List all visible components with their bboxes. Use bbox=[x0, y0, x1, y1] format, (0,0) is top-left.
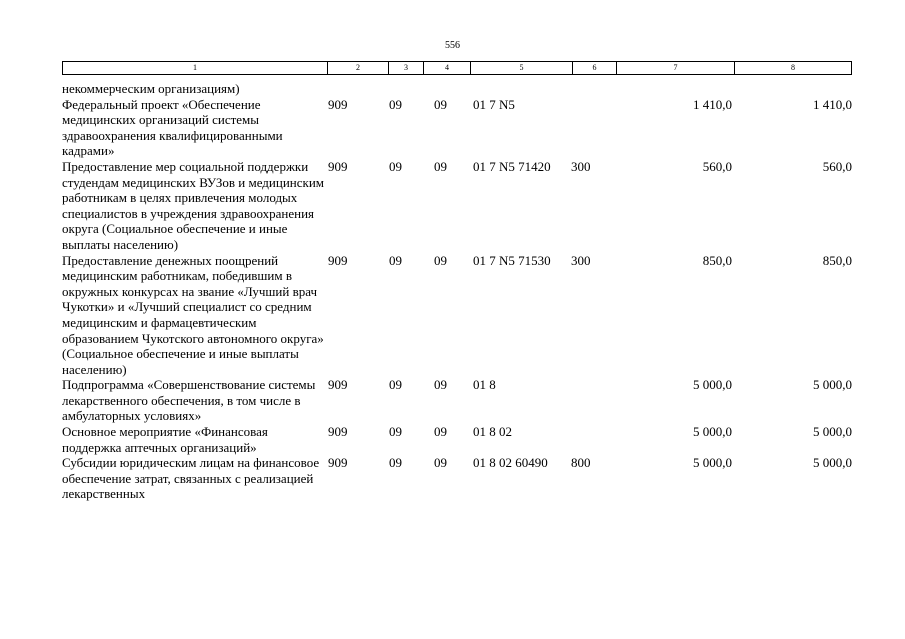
table-row bbox=[62, 159, 862, 253]
table-body bbox=[62, 81, 862, 502]
row-col-3: 09 bbox=[389, 96, 402, 112]
table-row bbox=[62, 377, 862, 424]
row-col-7: 1 410,0 bbox=[693, 96, 732, 112]
row-col-8: 5 000,0 bbox=[813, 424, 852, 440]
header-col-8: 8 bbox=[791, 63, 795, 72]
row-col-3: 09 bbox=[389, 252, 402, 268]
header-col-1: 1 bbox=[63, 62, 328, 74]
row-name: некоммерческим организациям) bbox=[62, 81, 240, 96]
header-col-7: 7 bbox=[617, 62, 735, 74]
row-col-7: 5 000,0 bbox=[693, 455, 732, 471]
row-col-4: 09 bbox=[434, 96, 447, 112]
row-col-7: 560,0 bbox=[702, 158, 732, 174]
row-col-2: 909 bbox=[328, 377, 348, 393]
header-col-5: 5 bbox=[471, 62, 573, 74]
row-name: Подпрограмма «Совершенствование системы лекарственного обеспечения, в том числе в амбулаторных условиях» bbox=[62, 377, 316, 424]
row-col-6: 800 bbox=[571, 455, 591, 471]
row-col-4: 09 bbox=[434, 252, 447, 268]
row-name: Предоставление денежных поощрений медицинским работникам, победившим в окружных конкурсах на звание «Лучший врач Чукотки» и «Лучший специалист со средним медицинским и фармацевтическим образованием Чукотского автономного округа» (Социальное обеспечение и иные выплаты населению) bbox=[62, 252, 324, 377]
row-col-2: 909 bbox=[328, 158, 348, 174]
row-col-6: 300 bbox=[571, 252, 591, 268]
table-row bbox=[62, 455, 862, 502]
row-col-8: 1 410,0 bbox=[813, 96, 852, 112]
row-name: Основное мероприятие «Финансовая поддержка аптечных организаций» bbox=[62, 424, 268, 455]
row-col-8: 560,0 bbox=[822, 158, 852, 174]
row-col-3: 09 bbox=[389, 158, 402, 174]
page-number: 556 bbox=[445, 40, 460, 51]
row-col-4: 09 bbox=[434, 424, 447, 440]
row-col-5: 01 7 N5 bbox=[473, 96, 515, 112]
row-col-5: 01 8 02 60490 bbox=[473, 455, 548, 471]
table-header bbox=[62, 61, 852, 75]
row-col-7: 5 000,0 bbox=[693, 424, 732, 440]
header-col-6: 6 bbox=[573, 62, 617, 74]
row-col-4: 09 bbox=[434, 455, 447, 471]
table-row bbox=[62, 424, 862, 455]
row-name: Федеральный проект «Обеспечение медицинских организаций системы здравоохранения квалифицированными кадрами» bbox=[62, 96, 283, 159]
row-col-2: 909 bbox=[328, 424, 348, 440]
header-col-3: 3 bbox=[389, 62, 424, 74]
row-col-4: 09 bbox=[434, 377, 447, 393]
row-col-3: 09 bbox=[389, 424, 402, 440]
header-col-4: 4 bbox=[424, 62, 471, 74]
row-col-5: 01 7 N5 71530 bbox=[473, 252, 551, 268]
row-col-8: 5 000,0 bbox=[813, 455, 852, 471]
row-col-8: 850,0 bbox=[822, 252, 852, 268]
row-col-7: 850,0 bbox=[702, 252, 732, 268]
row-col-2: 909 bbox=[328, 455, 348, 471]
row-col-3: 09 bbox=[389, 455, 402, 471]
row-col-5: 01 8 02 bbox=[473, 424, 512, 440]
row-col-6: 300 bbox=[571, 158, 591, 174]
row-col-4: 09 bbox=[434, 158, 447, 174]
row-col-5: 01 7 N5 71420 bbox=[473, 158, 551, 174]
row-col-2: 909 bbox=[328, 96, 348, 112]
row-col-2: 909 bbox=[328, 252, 348, 268]
row-col-7: 5 000,0 bbox=[693, 377, 732, 393]
header-col-2: 2 bbox=[328, 62, 389, 74]
table-row bbox=[62, 81, 862, 97]
table-row bbox=[62, 253, 862, 378]
row-col-8: 5 000,0 bbox=[813, 377, 852, 393]
table-row bbox=[62, 97, 862, 159]
row-name: Субсидии юридическим лицам на финансовое обеспечение затрат, связанных с реализацией лекарственных bbox=[62, 455, 320, 502]
row-name: Предоставление мер социальной поддержки студендам медицинских ВУЗов и медицинским работникам в целях привлечения молодых специалистов в учреждения здравоохранения округа (Социальное обеспечение и иные выплаты населению) bbox=[62, 158, 325, 252]
row-col-3: 09 bbox=[389, 377, 402, 393]
row-col-5: 01 8 bbox=[473, 377, 496, 393]
